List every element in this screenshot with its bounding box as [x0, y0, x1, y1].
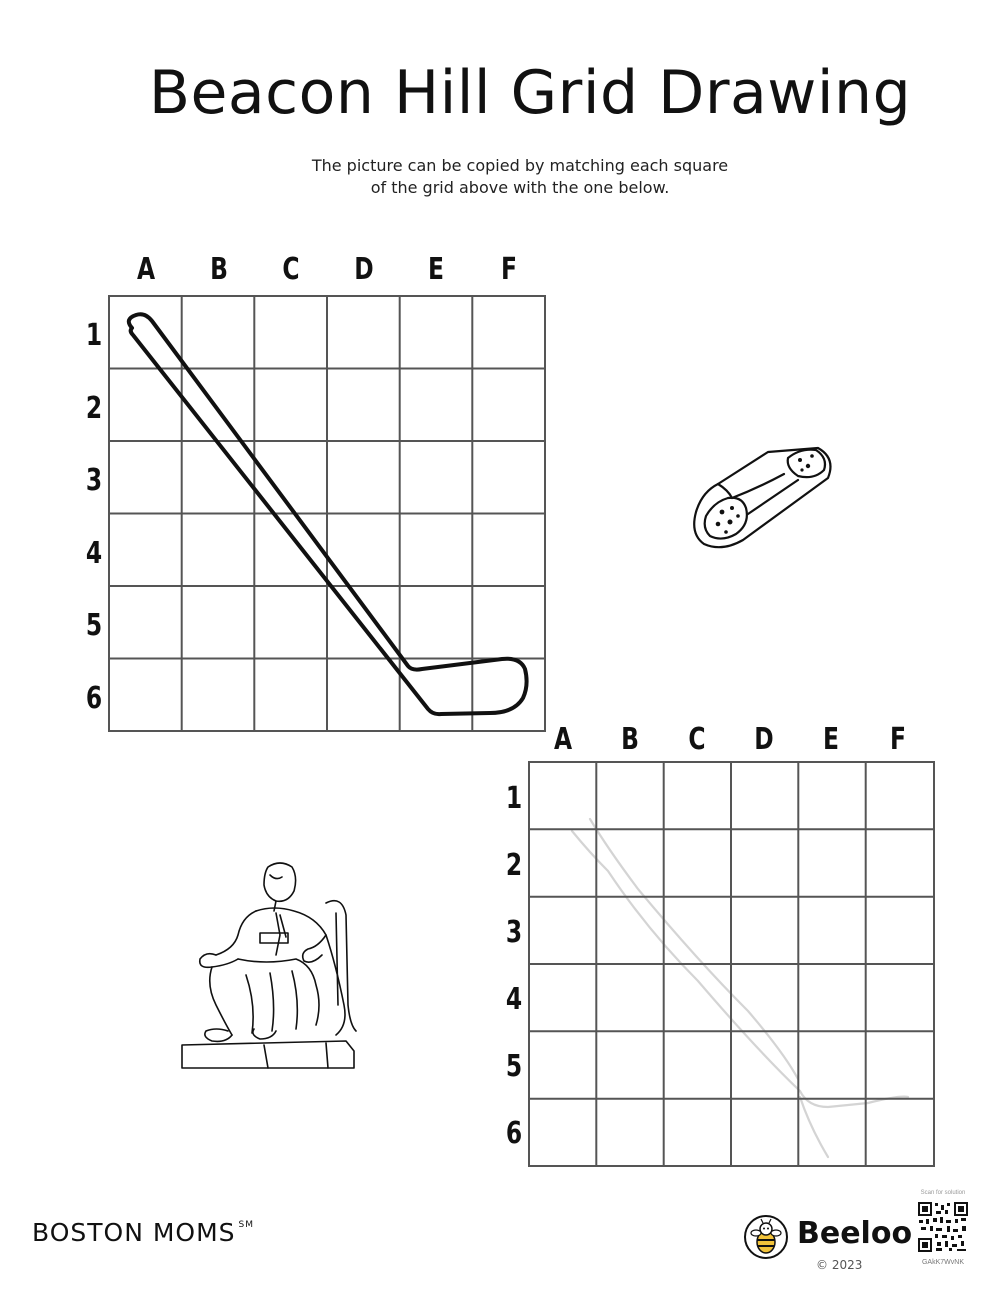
column-label-f: F: [501, 252, 517, 287]
instruction-line-1: The picture can be copied by matching each square: [311, 156, 729, 175]
column-label-a: A: [136, 252, 156, 287]
beeloo-brand: Beeloo: [797, 1216, 913, 1251]
cannoli-icon: [688, 440, 838, 555]
practice-column-label-c: C: [688, 722, 706, 757]
practice-column-label-b: B: [621, 722, 639, 757]
row-label-6: 6: [85, 681, 103, 716]
row-label-2: 2: [85, 391, 103, 426]
practice-column-label-a: A: [553, 722, 573, 757]
practice-grid-lines[interactable]: [528, 761, 935, 1167]
column-label-d: D: [354, 252, 374, 287]
brand-name: BOSTON MOMS: [32, 1218, 236, 1247]
seated-statue-icon: [176, 855, 360, 1070]
qr-code-icon[interactable]: [917, 1201, 969, 1253]
bee-logo-icon: [743, 1214, 789, 1260]
row-label-1: 1: [85, 318, 103, 353]
column-label-e: E: [428, 252, 444, 287]
row-label-3: 3: [85, 463, 103, 498]
instruction-line-2: of the grid above with the one below.: [370, 178, 670, 197]
practice-row-label-2: 2: [505, 848, 523, 883]
row-label-5: 5: [85, 608, 103, 643]
practice-column-label-d: D: [754, 722, 774, 757]
column-label-b: B: [210, 252, 228, 287]
column-label-c: C: [282, 252, 300, 287]
practice-row-label-5: 5: [505, 1049, 523, 1084]
practice-row-label-4: 4: [505, 982, 523, 1017]
practice-row-label-3: 3: [505, 915, 523, 950]
faint-guide-icon: [572, 819, 908, 1157]
copyright-text: © 2023: [816, 1258, 863, 1272]
practice-column-label-e: E: [823, 722, 839, 757]
practice-column-label-f: F: [890, 722, 906, 757]
source-grid-lines: [108, 295, 546, 732]
practice-row-label-6: 6: [505, 1116, 523, 1151]
practice-row-label-1: 1: [505, 781, 523, 816]
page-title: Beacon Hill Grid Drawing: [148, 58, 912, 128]
scan-instruction: Scan for solution: [920, 1190, 966, 1196]
brand-service-mark: SM: [238, 1220, 255, 1230]
boston-moms-logo: [32, 1218, 254, 1247]
row-label-4: 4: [85, 536, 103, 571]
solution-code: GAkK7WvNK: [921, 1259, 964, 1266]
